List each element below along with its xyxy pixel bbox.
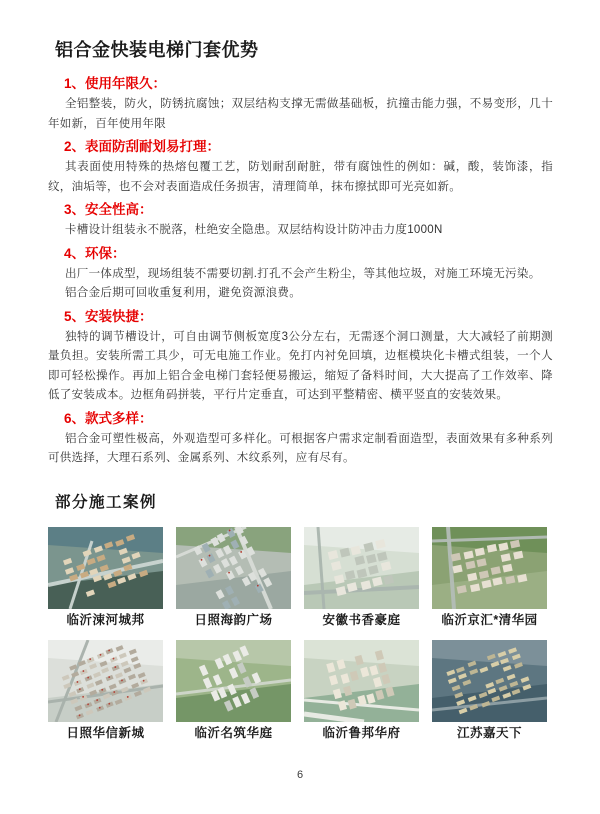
aerial-render-graphic	[432, 640, 547, 722]
aerial-render-graphic	[432, 527, 547, 609]
advantage-heading: 6、款式多样：	[64, 410, 153, 426]
aerial-render-graphic	[304, 640, 419, 722]
case-thumbnail-image	[176, 527, 291, 609]
case-caption: 临沂名筑华庭	[194, 725, 273, 740]
advantage-paragraph: 全铝整装，防火，防锈抗腐蚀；双层结构支撑无需做基础板，抗撞击能力强，不易变形，几十年如新，百年使用年限	[48, 98, 553, 130]
case-caption: 日照华信新城	[66, 725, 145, 740]
case-item	[48, 527, 163, 628]
advantage-paragraph: 铝合金可塑性极高，外观造型可多样化。可根据客户需求定制看面造型，表面效果有多种系列可供选择，大理石系列、金属系列、木纹系列，应有尽有。	[48, 432, 553, 464]
advantage-paragraph: 独特的调节槽设计，可自由调节侧板宽度3公分左右，无需逐个洞口测量，大大减轻了前期测量负担。安装所需工具少，可无电施工作业。免打内衬免回填，边框模块化卡槽式组装，一个人即可轻松操作。再加上铝合金电梯门套轻便易搬运，缩短了备料时间，大大提高了工作效率、降低了安装成本。边框角码拼装，平行片定垂直，可达到平整精密、横平竖直的安装效果。	[48, 330, 553, 401]
advantage-heading: 1、使用年限久：	[64, 76, 167, 91]
case-thumbnail-image	[48, 527, 163, 609]
aerial-render-graphic	[176, 640, 291, 722]
aerial-render-graphic	[48, 527, 163, 609]
aerial-render-graphic	[304, 527, 419, 609]
case-caption: 江苏嘉天下	[456, 725, 522, 740]
case-item	[304, 527, 419, 628]
case-caption: 临沂京汇*清华园	[441, 612, 538, 627]
case-caption: 安徽书香豪庭	[322, 612, 401, 627]
case-item	[432, 527, 547, 628]
case-thumbnail-image	[48, 640, 163, 722]
advantage-paragraph: 出厂一体成型，现场组装不需要切割.打孔不会产生粉尘，等其他垃圾，对施工环境无污染。	[65, 267, 541, 280]
case-thumbnail-image	[304, 527, 419, 609]
advantage-heading: 4、环保：	[64, 245, 126, 261]
case-caption: 日照海韵广场	[194, 612, 273, 627]
advantage-heading: 5、安装快捷：	[64, 308, 153, 324]
case-thumbnail-image	[432, 527, 547, 609]
page-number: 6	[296, 769, 304, 781]
advantage-paragraph: 其表面使用特殊的热熔包覆工艺，防划耐刮耐脏，带有腐蚀性的例如：碱，酸，装饰漆，指纹，油垢等，也不会对表面造成任务损害，清理简单，抹布擦拭即可光亮如新。	[48, 161, 553, 193]
advantage-heading: 2、表面防刮耐划易打理：	[64, 139, 221, 154]
advantage-paragraph: 铝合金后期可回收重复利用，避免资源浪费。	[65, 287, 301, 299]
aerial-render-graphic	[48, 640, 163, 722]
case-caption: 临沂涑河城邦	[66, 612, 145, 627]
case-thumbnail-image	[304, 640, 419, 722]
advantage-heading: 3、安全性高：	[64, 202, 153, 217]
case-item	[176, 527, 291, 628]
cases-section-title: 部分施工案例	[55, 493, 158, 511]
case-thumbnail-image	[176, 640, 291, 722]
aerial-render-graphic	[176, 527, 291, 609]
case-item	[176, 640, 291, 741]
case-item	[48, 640, 163, 741]
case-thumbnail-image	[432, 640, 547, 722]
case-item	[432, 640, 547, 741]
case-caption: 临沂鲁邦华府	[322, 725, 401, 740]
advantages-sections	[48, 75, 553, 469]
page-title: 铝合金快装电梯门套优势	[55, 40, 259, 60]
cases-grid	[48, 527, 553, 741]
advantage-paragraph: 卡槽设计组装永不脱落，杜绝安全隐患。双层结构设计防冲击力度1000N	[65, 224, 443, 236]
case-item	[304, 640, 419, 741]
